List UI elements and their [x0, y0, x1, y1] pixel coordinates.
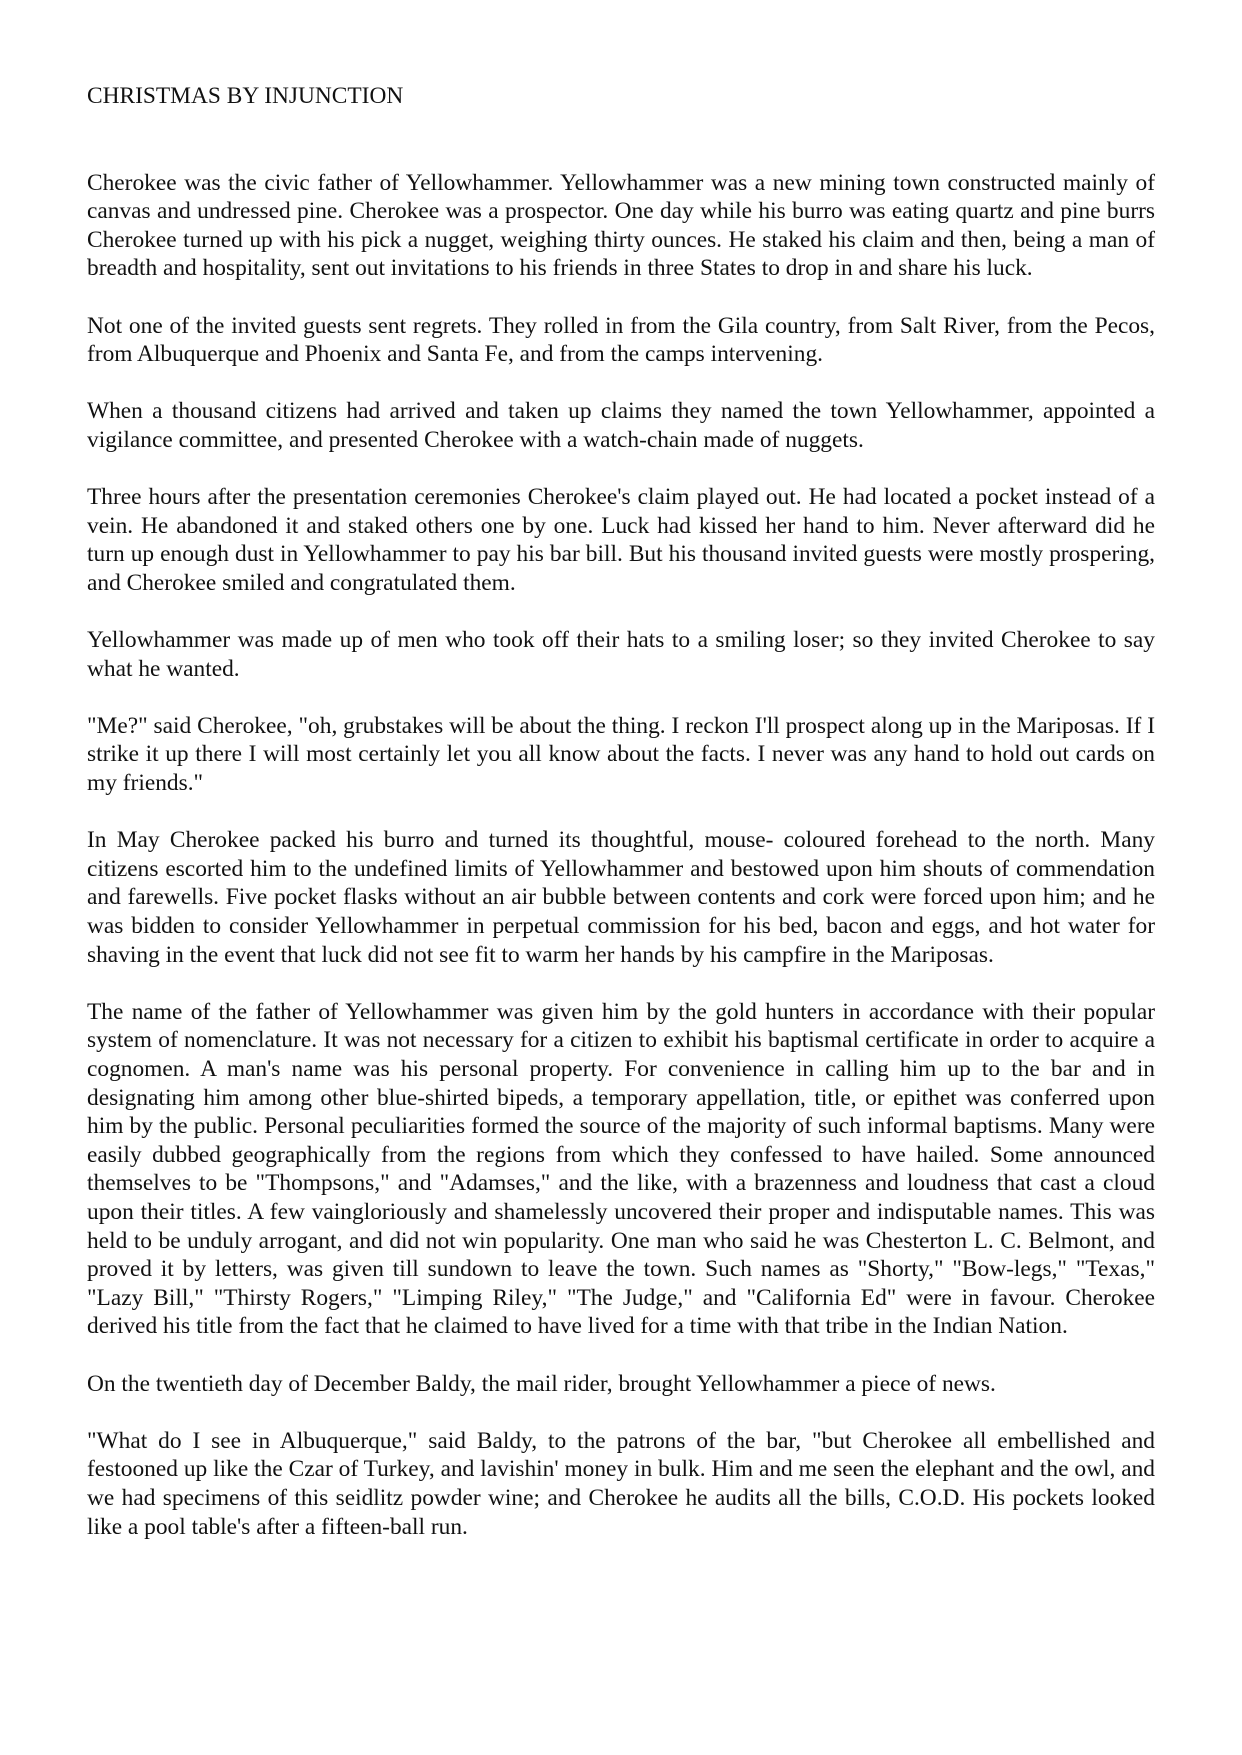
document-page: [87, 82, 1155, 1570]
paragraph: In May Cherokee packed his burro and turned its thoughtful, mouse- coloured forehead to the north. Many citizens escorted him to the undefined limits of Yellowhammer and bestowed upon him shouts of commendation and farewells. Five pocket flasks without an air bubble between contents and cork were forced upon him; and he was bidden to consider Yellowhammer in perpetual commission for his bed, bacon and eggs, and hot water for shaving in the event that luck did not see fit to warm her hands by his campfire in the Mariposas.: [87, 827, 1155, 968]
paragraph: Cherokee was the civic father of Yellowhammer. Yellowhammer was a new mining town constructed mainly of canvas and undressed pine. Cherokee was a prospector. One day while his burro was eating quartz and pine burrs Cherokee turned up with his pick a nugget, weighing thirty ounces. He staked his claim and then, being a man of breadth and hospitality, sent out invitations to his friends in three States to drop in and share his luck.: [87, 169, 1155, 282]
paragraph: Yellowhammer was made up of men who took off their hats to a smiling loser; so they invited Cherokee to say what he wanted.: [87, 627, 1155, 682]
paragraph: "What do I see in Albuquerque," said Baldy, to the patrons of the bar, "but Cherokee all embellished and festooned up like the Czar of Turkey, and lavishin' money in bulk. Him and me seen the elephant and the owl, and we had specimens of this seidlitz powder wine; and Cherokee he audits all the bills, C.O.D. His pockets looked like a pool table's after a fifteen-ball run.: [87, 1427, 1155, 1540]
paragraph: Not one of the invited guests sent regrets. They rolled in from the Gila country, from Salt River, from the Pecos, from Albuquerque and Phoenix and Santa Fe, and from the camps intervening.: [87, 312, 1155, 368]
paragraph: The name of the father of Yellowhammer was given him by the gold hunters in accordance with their popular system of nomenclature. It was not necessary for a citizen to exhibit his baptismal certificate in order to acquire a cognomen. A man's name was his personal property. For convenience in calling him up to the bar and in designating him among other blue-shirted bipeds, a temporary appellation, title, or epithet was conferred upon him by the public. Personal peculiarities formed the source of the majority of such informal baptisms. Many were easily dubbed geographically from the regions from which they confessed to have hailed. Some announced themselves to be "Thompsons," and "Adamses," and the like, with a brazenness and loudness that cast a cloud upon their titles. A few vaingloriously and shamelessly uncovered their proper and indisputable names. This was held to be unduly arrogant, and did not win popularity. One man who said he was Chesterton L. C. Belmont, and proved it by letters, was given till sundown to leave the town. Such names as "Shorty," "Bow-legs," "Texas," "Lazy Bill," "Thirsty Rogers," "Limping Riley," "The Judge," and "California Ed" were in favour. Cherokee derived his title from the fact that he claimed to have lived for a time with that tribe in the Indian Nation.: [87, 998, 1155, 1340]
document-title: CHRISTMAS BY INJUNCTION: [87, 83, 404, 109]
paragraph: When a thousand citizens had arrived and taken up claims they named the town Yellowhammer, appointed a vigilance committee, and presented Cherokee with a watch-chain made of nuggets.: [87, 398, 1155, 453]
paragraph: "Me?" said Cherokee, "oh, grubstakes will be about the thing. I reckon I'll prospect along up in the Mariposas. If I strike it up there I will most certainly let you all know about the facts. I never was any hand to hold out cards on my friends.": [87, 712, 1155, 797]
paragraph: On the twentieth day of December Baldy, the mail rider, brought Yellowhammer a piece of news.: [87, 1370, 996, 1397]
paragraph: Three hours after the presentation ceremonies Cherokee's claim played out. He had located a pocket instead of a vein. He abandoned it and staked others one by one. Luck had kissed her hand to him. Never afterward did he turn up enough dust in Yellowhammer to pay his bar bill. But his thousand invited guests were mostly prospering, and Cherokee smiled and congratulated them.: [87, 484, 1155, 596]
